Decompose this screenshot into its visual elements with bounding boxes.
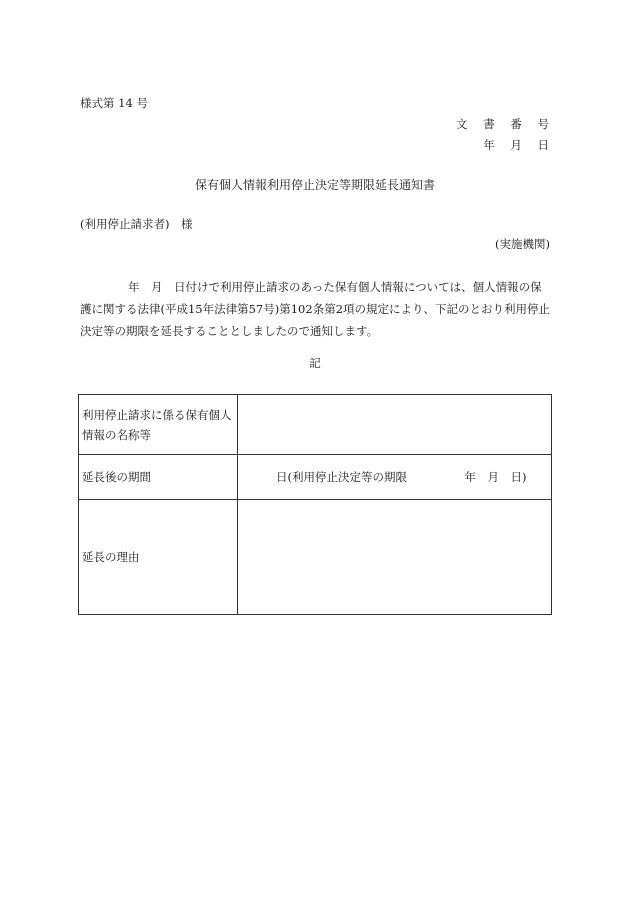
issuer: (実施機関): [495, 237, 550, 251]
table-row: [79, 455, 552, 500]
info-name-value: [238, 395, 552, 455]
extension-reason-value: [238, 500, 552, 615]
body-line: 決定等の期限を延長することとしましたので通知します。: [80, 324, 379, 338]
body-line: 年 月 日付けで利用停止請求のあった保有個人情報については、個人情報の保: [128, 280, 542, 294]
body-paragraph: [80, 276, 552, 342]
addressee: (利用停止請求者) 様: [80, 217, 193, 231]
extended-period-label: 延長後の期間: [79, 455, 238, 500]
ki-heading: 記: [309, 356, 321, 370]
body-line: 護に関する法律(平成15年法律第57号)第102条第2項の規定により、下記のとおり利用停止: [80, 302, 551, 316]
detail-table: [78, 394, 552, 615]
info-name-label: 利用停止請求に係る保有個人情報の名称等: [79, 395, 238, 455]
document-title: 保有個人情報利用停止決定等期限延長通知書: [194, 178, 435, 192]
document-number-label: 文 書 番 号: [456, 117, 555, 131]
extension-reason-label: 延長の理由: [79, 500, 238, 615]
extended-period-value: 日(利用停止決定等の期限 年 月 日): [238, 455, 552, 500]
table-row: [79, 395, 552, 455]
form-number: 様式第 14 号: [80, 96, 148, 110]
document-date-label: 年 月 日: [483, 138, 555, 152]
table-row: [79, 500, 552, 615]
